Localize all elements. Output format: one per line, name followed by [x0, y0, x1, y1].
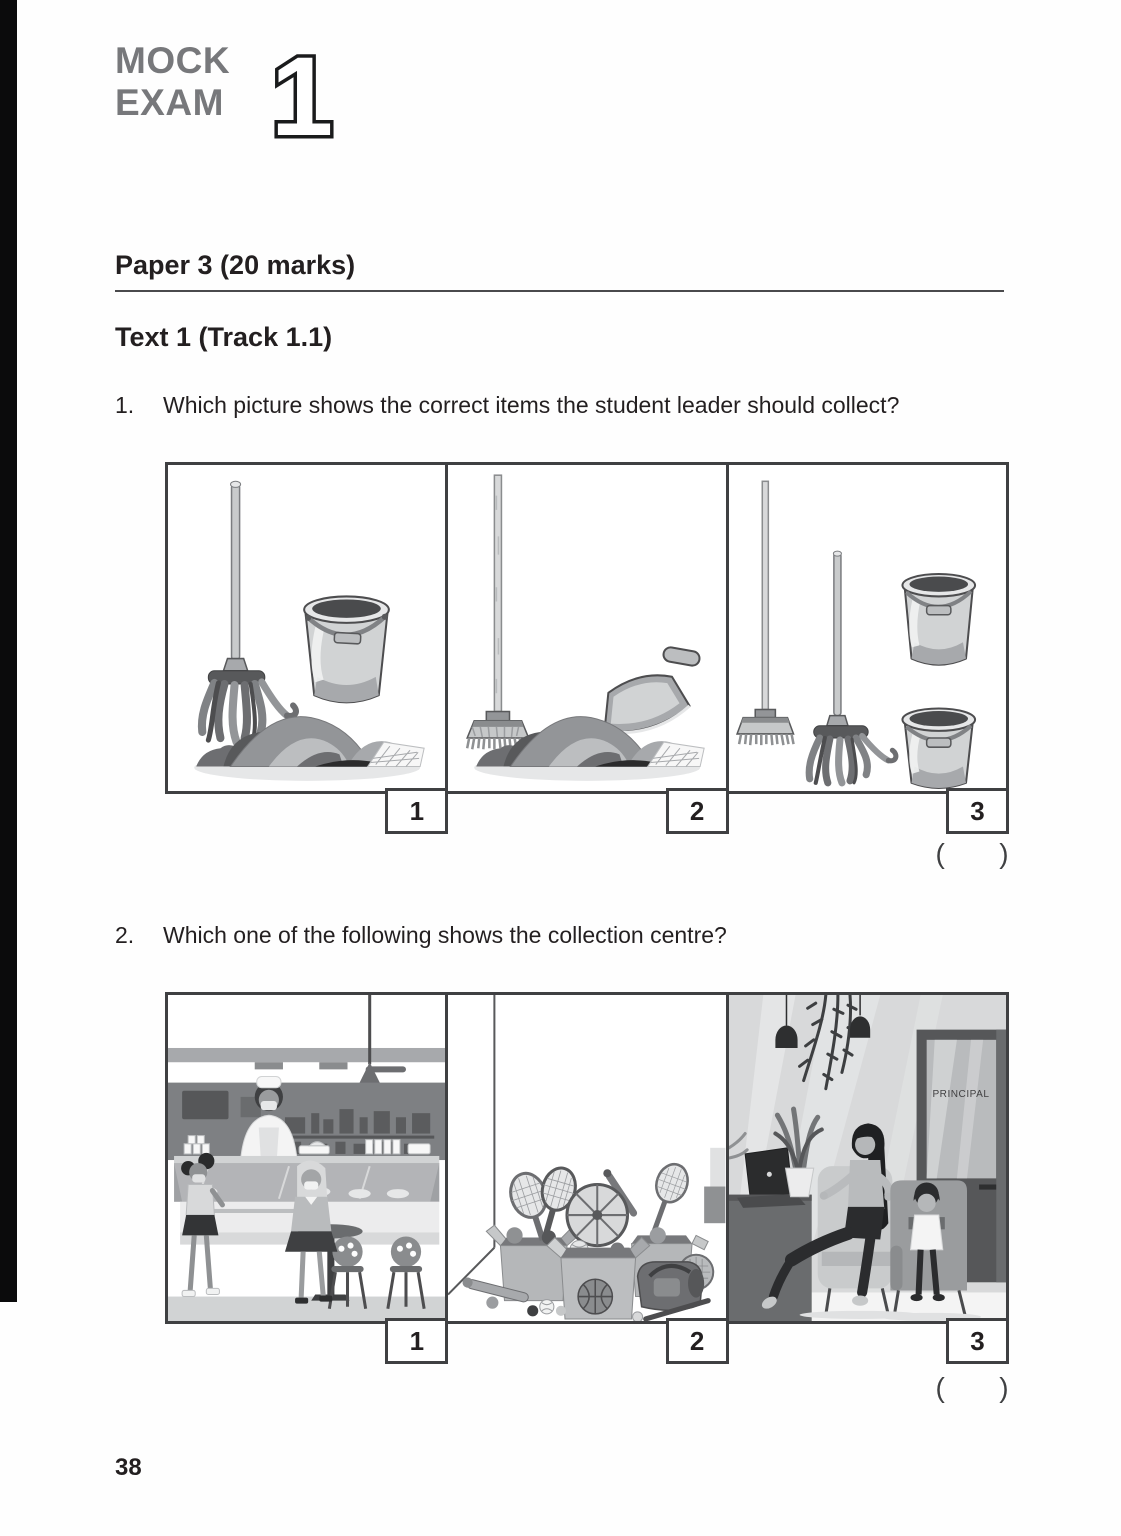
exam-number-numeral: [260, 34, 340, 148]
basketball-icon: [578, 1279, 612, 1314]
illustration-broom-dustpan-rags: [448, 465, 725, 791]
question-2-options-row: [165, 992, 1009, 1356]
principal-door-sign: PRINCIPAL: [932, 1088, 990, 1100]
broom-icon: [467, 475, 529, 749]
illustration-school-canteen: [168, 995, 445, 1321]
ball-icon: [487, 1297, 499, 1309]
option-panel-q1-3: [729, 465, 1006, 826]
exam-number-text: 1: [270, 34, 334, 148]
question-1-text: Which picture shows the correct items the student leader should collect?: [163, 392, 900, 418]
option-tag-q2-2: 2: [666, 1318, 729, 1364]
option-tag-q2-1: 1: [385, 1318, 448, 1364]
option-tag-q1-3: 3: [946, 788, 1009, 834]
mock-exam-badge: [115, 34, 475, 160]
option-tag-q2-3: 3: [946, 1318, 1009, 1364]
answer-blank-q1: ( ): [935, 838, 1009, 869]
page-spine-bar: [0, 0, 17, 1302]
broom-icon: [737, 481, 793, 745]
illustration-broom-mop-buckets: [729, 465, 1006, 791]
question-2: [115, 920, 727, 950]
answer-blank-q2: ( ): [935, 1372, 1009, 1403]
page-number: 38: [115, 1454, 142, 1481]
ceiling-beam: [168, 1048, 445, 1062]
illustration-mop-bucket-rags: [168, 465, 445, 791]
option-tag-q1-1: 1: [385, 788, 448, 834]
mop-icon: [202, 481, 296, 742]
question-1: [115, 390, 899, 420]
question-2-text: Which one of the following shows the collection centre?: [163, 922, 727, 948]
text-track-heading: Text 1 (Track 1.1): [115, 322, 333, 352]
paper-heading: Paper 3 (20 marks): [115, 250, 1004, 292]
question-2-number: 2.: [115, 922, 135, 948]
question-1-options-row: [165, 462, 1009, 826]
option-panel-q1-1: [168, 465, 448, 826]
option-panel-q2-1: [168, 995, 448, 1356]
option-tag-q1-2: 2: [666, 788, 729, 834]
question-1-number: 1.: [115, 392, 135, 418]
mock-exam-label-line2: EXAM: [115, 82, 224, 123]
bucket-icon: [902, 574, 975, 665]
bucket-icon: [902, 708, 975, 787]
rags-pile: [194, 717, 424, 781]
mop-icon: [809, 551, 896, 783]
mock-exam-label-line1: MOCK: [115, 40, 231, 81]
option-panel-q1-2: [448, 465, 728, 826]
option-panel-q2-3: [729, 995, 1006, 1356]
illustration-sports-equipment: [448, 995, 725, 1321]
illustration-principal-office: [729, 995, 1006, 1321]
option-panel-q2-2: [448, 995, 728, 1356]
bucket-icon: [304, 596, 389, 702]
